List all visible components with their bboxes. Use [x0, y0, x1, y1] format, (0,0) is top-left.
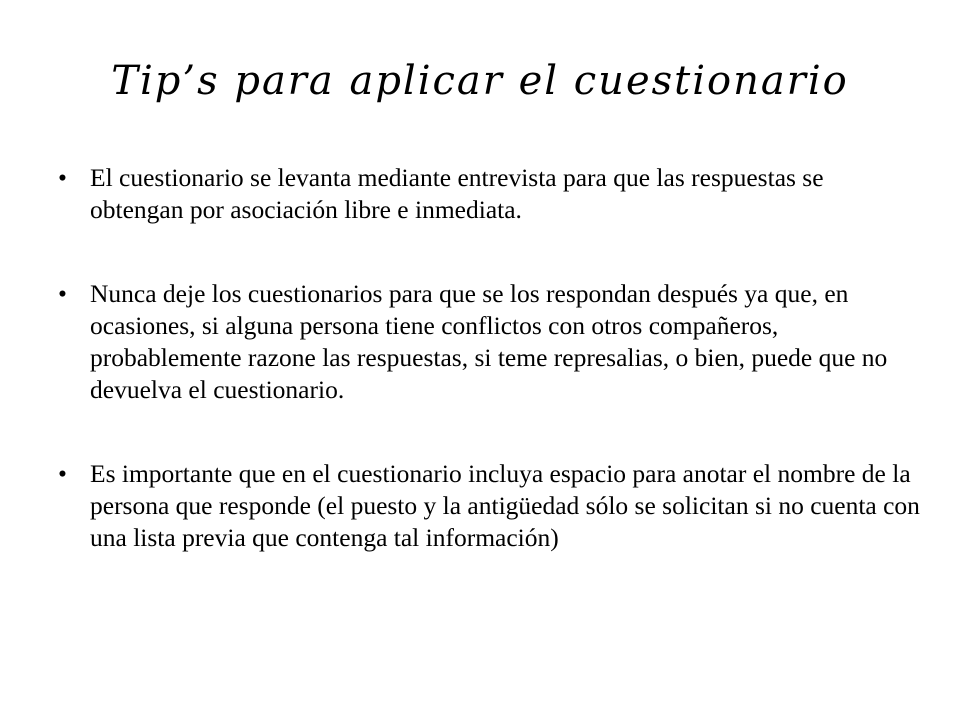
bullet-icon: • — [58, 279, 67, 308]
bullet-text: Es importante que en el cuestionario incluya espacio para anotar el nombre de la persona que responde (el puesto y la antigüedad sólo se solicitan si no cuenta con una lista previa que contenga tal información) — [90, 459, 920, 552]
bullet-text: Nunca deje los cuestionarios para que se los respondan después ya que, en ocasiones, si alguna persona tiene conflictos con otros compañeros, probablemente razone las respuestas, si teme represalias, o bien, puede que no devuelva el cuestionario. — [90, 279, 888, 404]
bullet-icon: • — [58, 163, 67, 192]
bullet-icon: • — [58, 459, 67, 488]
bullet-text: El cuestionario se levanta mediante entrevista para que las respuestas se obtengan por asociación libre e inmediata. — [90, 163, 824, 224]
bullet-item-1 — [58, 162, 920, 226]
bullet-item-3 — [58, 458, 920, 554]
slide-title: Tip’s para aplicar el cuestionario — [111, 58, 849, 104]
bullet-item-2 — [58, 278, 920, 406]
bullet-list — [58, 162, 920, 554]
